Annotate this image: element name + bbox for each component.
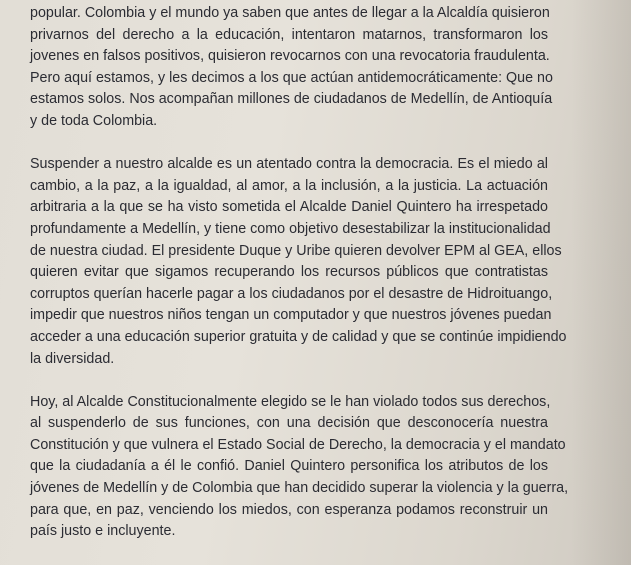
text-line: privarnos del derecho a la educación, intentaron matarnos, transformaron los [30, 26, 548, 43]
paragraph-2 [30, 154, 567, 370]
text-line: Pero aquí estamos, y les decimos a los que actúan antidemocráticamente: Que no [30, 69, 553, 86]
text-line: quieren evitar que sigamos recuperando los recursos públicos que contratistas [30, 264, 548, 281]
text-line: para que, en paz, venciendo los miedos, con esperanza podamos reconstruir un [30, 501, 548, 518]
text-line: impedir que nuestros niños tengan un computador y que nuestros jóvenes puedan [30, 307, 552, 324]
text-line: profundamente a Medellín, y tiene como objetivo desestabilizar la institucionalidad [30, 220, 551, 237]
text-line: al suspenderlo de sus funciones, con una decisión que desconocería nuestra [30, 415, 548, 432]
text-line: estamos solos. Nos acompañan millones de ciudadanos de Medellín, de Antioquía [30, 91, 553, 108]
text-line: la diversidad. [30, 350, 115, 367]
text-line: acceder a una educación superior gratuita y de calidad y que se continúe impidiendo [30, 328, 567, 345]
text-line: Hoy, al Alcalde Constitucionalmente elegido se le han violado todos sus derechos, [30, 393, 551, 410]
text-line: país justo e incluyente. [30, 523, 176, 540]
text-line: que la ciudadanía a él le confió. Daniel Quintero personifica los atributos de los [30, 458, 548, 475]
text-line: cambio, a la paz, a la igualdad, al amor, a la inclusión, a la justicia. La actuación [30, 177, 548, 194]
text-line: jóvenes de Medellín y de Colombia que han decidido superar la violencia y la guerra, [30, 480, 569, 497]
text-line: Constitución y que vulnera el Estado Social de Derecho, la democracia y el mandato [30, 436, 566, 453]
text-line: Suspender a nuestro alcalde es un atentado contra la democracia. Es el miedo al [30, 156, 548, 173]
document-body [30, 3, 569, 543]
paragraph-1 [30, 3, 553, 133]
page-shadow [571, 0, 631, 565]
text-line: popular. Colombia y el mundo ya saben que antes de llegar a la Alcaldía quisieron [30, 5, 550, 21]
text-line: corruptos querían hacerle pagar a los ciudadanos por el desastre de Hidroituango, [30, 285, 553, 302]
text-line: jovenes en falsos positivos, quisieron revocarnos con una revocatoria fraudulenta. [30, 48, 550, 65]
text-line: y de toda Colombia. [30, 112, 158, 129]
paragraph-3 [30, 392, 569, 543]
text-line: arbitraria a la que se ha visto sometida el Alcalde Daniel Quintero ha irrespetado [30, 199, 548, 216]
text-line: de nuestra ciudad. El presidente Duque y Uribe quieren devolver EPM al GEA, ellos [30, 242, 562, 259]
